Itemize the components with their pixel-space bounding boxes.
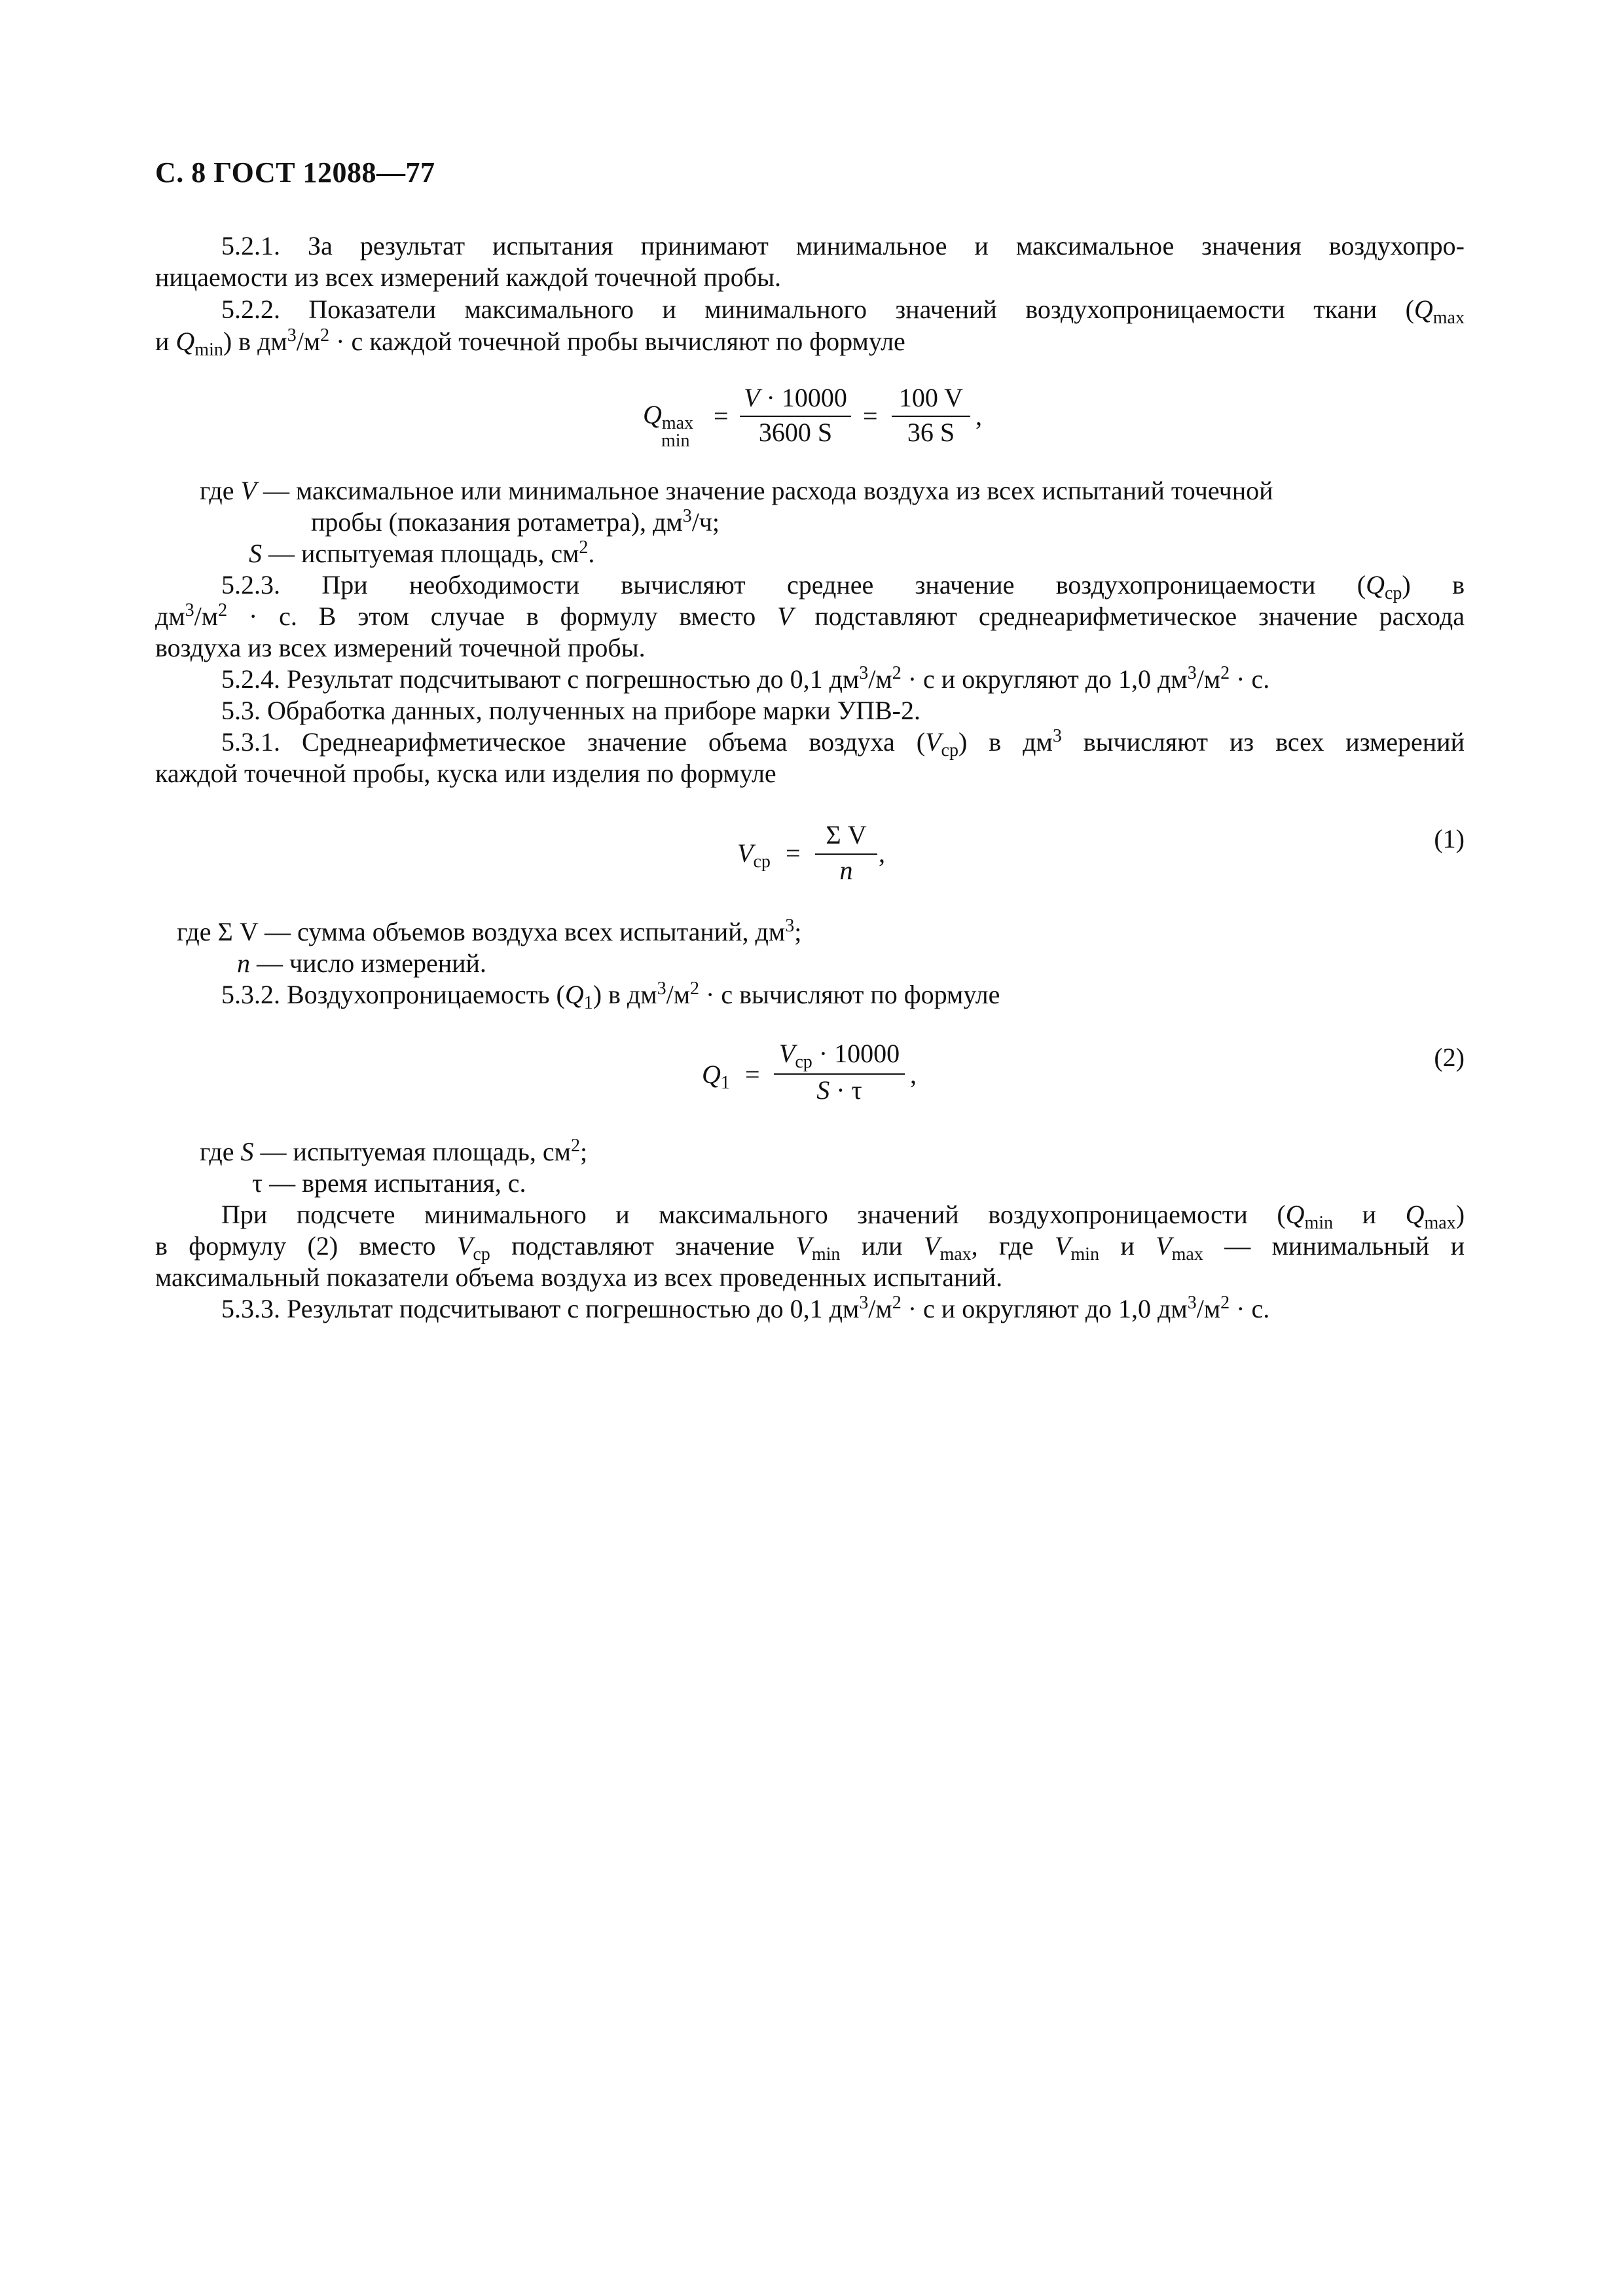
p521-line2: ницаемости из всех измерений каждой точечной пробы. [155, 262, 782, 292]
where1-v: где V — максимальное или минимальное значение расхода воздуха из всех испытаний точечной [200, 476, 1273, 505]
p523-line3: воздуха из всех измерений точечной пробы. [155, 633, 646, 662]
formula1-den1: 3600 S [758, 418, 833, 447]
formula1-den2: 36 S [907, 418, 955, 447]
formula1-num1: V · 10000 [744, 383, 847, 412]
document-page: С. 8 ГОСТ 12088—77 5.2.1. За результат испытания принимают минимальное и максимальное значения воздухопро- ницаемости из всех измерений каждой точечной пробы. 5.2.2. Показатели максимального и минимального значений воздухопроницаемости ткани ($Q_{max}$ и $Q_{min}$) в $дм^3/м^2 \cdot с$ каждой точечной пробы вычисляют по формуле $Q_{max}$ min = V · 10000 3600 S = 100 V 36 S , где V — максимальное или минимальное значение расхода воздуха из всех испытаний точечной пробы (показания ротаметра), $дм^3/ч$; S — испытуемая площадь, $см^2$. 5.2.3. При необходимости вычисляют среднее значение воздухопроницаемости $(Q_{ср})$ в $дм^3/м^2 \cdot с$. В этом случае в формулу вместо V подставляют среднеарифметическое значение расхода воздуха из всех измерений точечной пробы. 5.2.4. Результат подсчитывают с погрешностью до 0,1 $дм^3/м^2 \cdot с$ и округляют до 1,0 $дм^3/м^2 \cdot с$. 5.3. Обработка данных, полученных на приборе марки УПВ-2. 5.3.1. Среднеарифметическое значение объема воздуха $(V_{ср})$ в $дм^3$ вычисляют из всех измерений каждой точечной пробы, куска или изделия по формуле $V_{ср}$ = Σ V n , (1) где Σ V — сумма объемов воздуха всех испытаний, $дм^3$; n — число измерений. 5.3.2. Воздухопроницаемость $(Q_1)$ в $дм^3/м^2 \cdot с$ вычисляют по формуле $Q_1$ = $V_{ср} \cdot 10000$ S · τ , (2) где S — испытуемая площадь, $см^2$; τ — время испытания, с. При подсчете минимального и максимального значений воздухопроницаемости ($Q_{min}$ и $Q_{max}$) в формулу (2) вместо $V_{ср}$ подставляют значение $V_{min}$ или $V_{max}$, где $V_{min}$ и $V_{max}$ — минимальный и максимальный показатели объема воздуха из всех проведенных испытаний. 5.3.3. Результат подсчитывают с погрешностью до 0,1 $дм^3/м^2 \cdot с$ и округляют до 1,0 $дм^3/м^2 \cdot с$. [0, 0, 1623, 2296]
p532: 5.3.2. Воздухопроницаемость $(Q_1)$ в $дм^3/м^2 \cdot с$ вычисляют по формуле [221, 978, 1000, 1013]
formula2-den: n [839, 855, 853, 885]
page-header: С. 8 ГОСТ 12088—77 [155, 156, 435, 188]
formula3-den: S · τ [816, 1075, 862, 1105]
where3-tau: τ — время испытания, с. [252, 1168, 526, 1198]
pcalc-line1: При подсчете минимального и максимального значений воздухопроницаемости ($Q_{min}$ и $Q_{max}$) [221, 1200, 1465, 1233]
where2-sv: где Σ V — сумма объемов воздуха всех испытаний, $дм^3$; [177, 916, 802, 946]
where2-n: n — число измерений. [237, 948, 486, 978]
p523-line1: 5.2.3. При необходимости вычисляют среднее значение воздухопроницаемости $(Q_{ср})$ в [221, 570, 1465, 603]
equation-number-1: (1) [1434, 824, 1465, 853]
equation-number-2: (2) [1434, 1043, 1465, 1072]
formula2-num: Σ V [826, 820, 867, 850]
p521-line1: 5.2.1. За результат испытания принимают минимальное и максимальное значения воздухопро- [221, 231, 1465, 260]
pcalc-line2: в формулу (2) вместо $V_{ср}$ подставляют значение $V_{min}$ или $V_{max}$, где $V_{min}$ и $V_{max}$ — минимальный и [155, 1231, 1465, 1265]
pcalc-line3: максимальный показатели объема воздуха из всех проведенных испытаний. [155, 1263, 1003, 1292]
formula3-num: $V_{ср} \cdot 10000$ [778, 1039, 900, 1072]
p523-line2: $дм^3/м^2 \cdot с$. В этом случае в формулу вместо V подставляют среднеарифметическое значение расхода [155, 600, 1465, 631]
p522-line2: и $Q_{min}$) в $дм^3/м^2 \cdot с$ каждой точечной пробы вычисляют по формуле [155, 325, 905, 360]
p522-line1: 5.2.2. Показатели максимального и минимального значений воздухопроницаемости ткани ($Q_{max}$ [221, 295, 1465, 328]
p533: 5.3.3. Результат подсчитывают с погрешностью до 0,1 $дм^3/м^2 \cdot с$ и округляют до 1,0 $дм^3/м^2 \cdot с$. [221, 1293, 1270, 1323]
where1-v-cont: пробы (показания ротаметра), $дм^3/ч$; [311, 506, 720, 537]
p524: 5.2.4. Результат подсчитывают с погрешностью до 0,1 $дм^3/м^2 \cdot с$ и округляют до 1,0 $дм^3/м^2 \cdot с$. [221, 663, 1270, 694]
where1-s: S — испытуемая площадь, $см^2$. [249, 537, 595, 568]
p531-line2: каждой точечной пробы, куска или изделия по формуле [155, 759, 776, 788]
p53: 5.3. Обработка данных, полученных на приборе марки УПВ-2. [221, 696, 921, 725]
formula1-num2: 100 V [898, 383, 964, 412]
p531-line1: 5.3.1. Среднеарифметическое значение объема воздуха $(V_{ср})$ в $дм^3$ вычисляют из всех измерений [221, 726, 1465, 761]
where3-s: где S — испытуемая площадь, $см^2$; [200, 1136, 588, 1166]
